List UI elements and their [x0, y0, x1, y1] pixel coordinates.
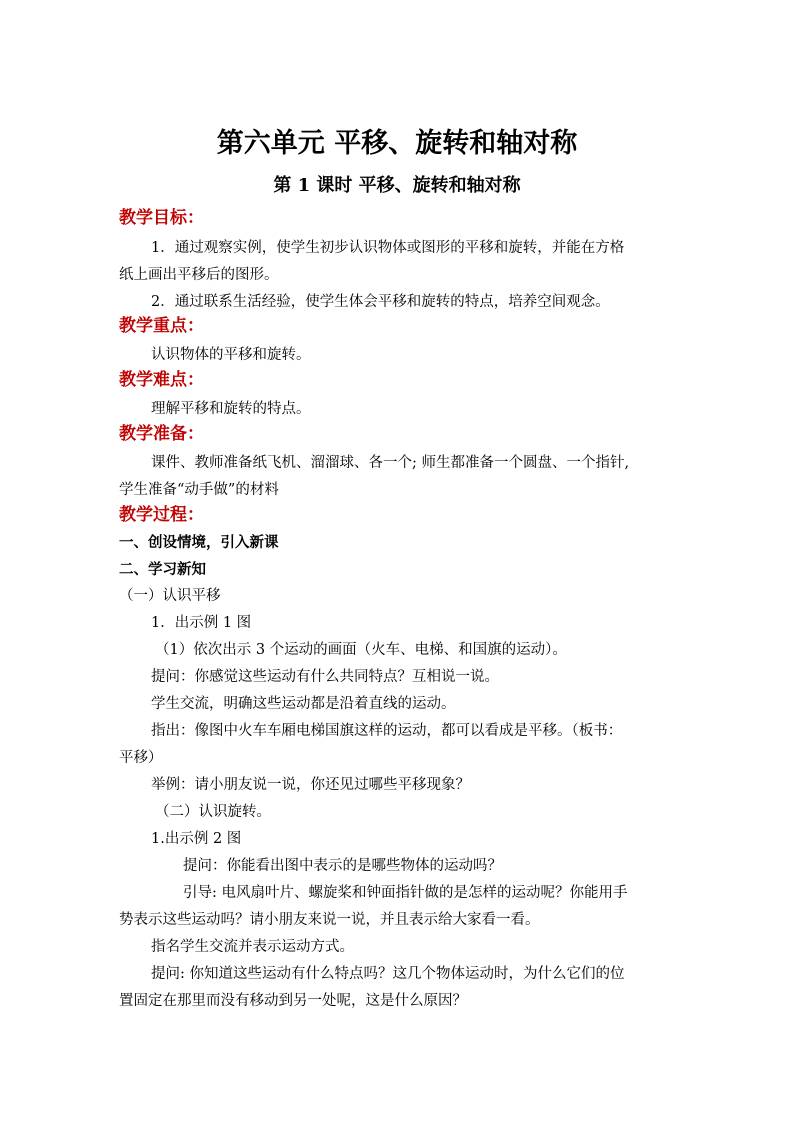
objectives-heading: 教学目标：: [119, 208, 204, 228]
student-exchange-2: 指名学生交流并表示运动方式。: [151, 939, 354, 955]
point-out-line-1: 指出：像图中火车车厢电梯国旗这样的运动，都可以看成是平移。（板书：: [151, 723, 623, 739]
guide-line-2: 势表示这些运动吗？请小朋友来说一说，并且表示给大家看一看。: [119, 912, 540, 928]
difficulties-text: 理解平移和旋转的特点。: [151, 401, 311, 417]
example-prompt: 举例：请小朋友说一说，你还见过哪些平移现象？: [151, 777, 470, 793]
process-step-1: 一、创设情境，引入新课: [119, 534, 279, 551]
preparation-heading: 教学准备：: [119, 424, 204, 444]
objective-1-line-2: 纸上画出平移后的图形。: [119, 267, 279, 283]
point-out-line-2: 平移）: [119, 750, 163, 766]
example-2-item: 1.出示例 2 图: [151, 831, 242, 847]
document-title: 第六单元 平移、旋转和轴对称: [216, 128, 578, 159]
process-heading: 教学过程：: [119, 505, 204, 525]
subsection-translation: （一）认识平移: [119, 588, 221, 604]
subsection-rotation: （二）认识旋转。: [155, 804, 271, 820]
student-exchange-1: 学生交流，明确这些运动都是沿着直线的运动。: [151, 696, 456, 712]
key-points-text: 认识物体的平移和旋转。: [151, 347, 311, 363]
question-3-line-1: 提问: 你知道这些运动有什么特点吗？这几个物体运动时，为什么它们的位: [151, 966, 625, 982]
key-points-heading: 教学重点：: [119, 316, 204, 336]
preparation-line-1: 课件、教师准备纸飞机、溜溜球、各一个; 师生都准备一个圆盘、一个指针,: [151, 455, 630, 471]
difficulties-heading: 教学难点：: [119, 370, 204, 390]
lesson-subtitle: 第 1 课时 平移、旋转和轴对称: [273, 175, 521, 196]
objective-2: 2．通过联系生活经验，使学生体会平移和旋转的特点，培养空间观念。: [151, 294, 610, 310]
question-1: 提问：你感觉这些运动有什么共同特点？互相说一说。: [151, 669, 499, 685]
question-2: 提问：你能看出图中表示的是哪些物体的运动吗？: [183, 858, 502, 874]
process-step-2: 二、学习新知: [119, 561, 206, 578]
preparation-line-2: 学生准备“动手做”的材料: [119, 482, 279, 498]
guide-line-1: 引导: 电风扇叶片、螺旋桨和钟面指针做的是怎样的运动呢？你能用手: [183, 885, 628, 901]
objective-1-line-1: 1．通过观察实例，使学生初步认识物体或图形的平移和旋转，并能在方格: [151, 240, 625, 256]
question-3-line-2: 置固定在那里而没有移动到另一处呢，这是什么原因？: [119, 993, 467, 1009]
example-1-subitem: （1）依次出示 3 个运动的画面（火车、电梯、和国旗的运动）。: [155, 642, 567, 658]
example-1-item: 1．出示例 1 图: [151, 615, 252, 631]
